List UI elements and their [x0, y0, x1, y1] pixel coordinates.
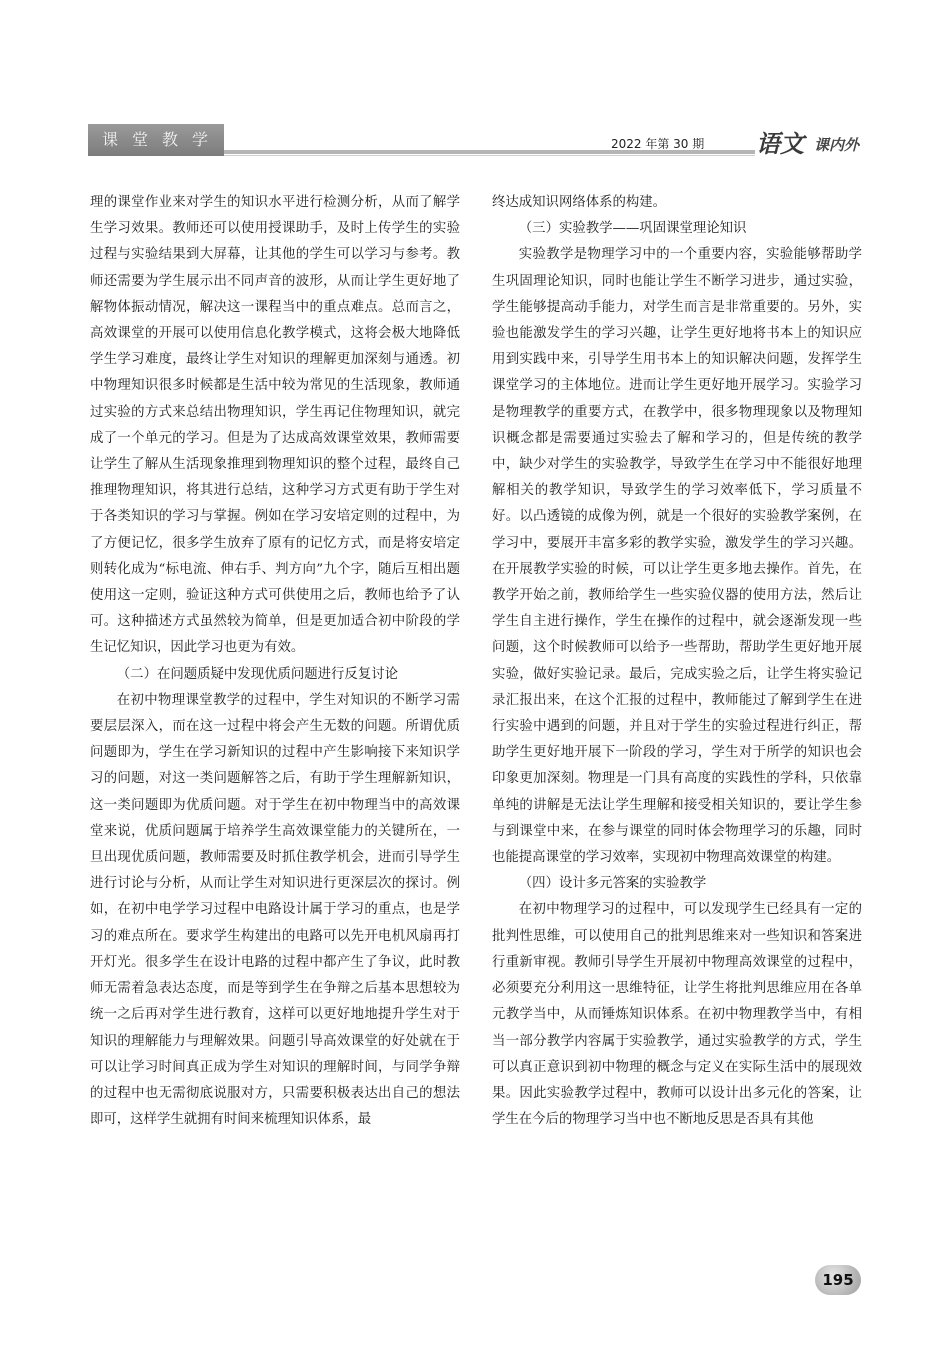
logo-sub: 课内外	[814, 136, 860, 154]
right-column	[492, 190, 862, 1133]
page-number: 195	[815, 1265, 861, 1295]
paragraph: 在初中物理课堂教学的过程中，学生对知识的不断学习需要层层深入，而在这一过程中将会产生无数的问题。所谓优质问题即为，学生在学习新知识的过程中产生影响接下来知识学习的问题，对这一类问题解答之后，有助于学生理解新知识，这一类问题即为优质问题。对于学生在初中物理当中的高效课堂来说，优质问题属于培养学生高效课堂能力的关键所在，一旦出现优质问题，教师需要及时抓住教学机会，进而引导学生进行讨论与分析，从而让学生对知识进行更深层次的探讨。例如，在初中电学学习过程中电路设计属于学习的重点，也是学习的难点所在。要求学生构建出的电路可以先开电机风扇再打开灯光。很多学生在设计电路的过程中都产生了争议，此时教师无需着急表达态度，而是等到学生在争辩之后基本思想较为统一之后再对学生进行教育，这样可以更好地地提升学生对于知识的理解能力与理解效果。问题引导高效课堂的好处就在于可以让学习时间真正成为学生对知识的理解时间，与同学争辩的过程中也无需彻底说服对方，只需要积极表达出自己的想法即可，这样学生就拥有时间来梳理知识体系，最	[90, 692, 460, 1128]
paragraph: 终达成知识网络体系的构建。	[492, 195, 667, 210]
paragraph: 理的课堂作业来对学生的知识水平进行检测分析，从而了解学生学习效果。教师还可以使用授课助手，及时上传学生的实验过程与实验结果到大屏幕，让其他的学生可以学习与参考。教师还需要为学生展示出不同声音的波形，从而让学生更好地了解物体振动情况，解决这一课程当中的重点难点。总而言之，高效课堂的开展可以使用信息化教学模式，这将会极大地降低学生学习难度，最终让学生对知识的理解更加深刻与通透。初中物理知识很多时候都是生活中较为常见的生活现象，教师通过实验的方式来总结出物理知识，学生再记住物理知识，就完成了一个单元的学习。但是为了达成高效课堂效果，教师需要让学生了解从生活现象推理到物理知识的整个过程，最终自己推理物理知识，将其进行总结，这种学习方式更有助于学生对于各类知识的学习与掌握。例如在学习安培定则的过程中，为了方便记忆，很多学生放弃了原有的记忆方式，而是将安培定则转化成为“标电流、伸右手、判方向”九个字，随后互相出题使用这一定则，验证这种方式可供使用之后，教师也给予了认可。这种描述方式虽然较为简单，但是更加适合初中阶段的学生记忆知识，因此学习也更为有效。	[90, 195, 460, 656]
paragraph: 实验教学是物理学习中的一个重要内容，实验能够帮助学生巩固理论知识，同时也能让学生不断学习进步，通过实验，学生能够提高动手能力，对学生而言是非常重要的。另外，实验也能激发学生的学习兴趣，让学生更好地将书本上的知识应用到实践中来，引导学生用书本上的知识解决问题，发挥学生课堂学习的主体地位。进而让学生更好地开展学习。实验学习是物理教学的重要方式，在教学中，很多物理现象以及物理知识概念都是需要通过实验去了解和学习的，但是传统的教学中，缺少对学生的实验教学，导致学生在学习中不能很好地理解相关的教学知识，导致学生的学习效率低下，学习质量不好。以凸透镜的成像为例，就是一个很好的实验教学案例，在学习中，要展开丰富多彩的教学实验，激发学生的学习兴趣。在开展教学实验的时候，可以让学生更多地去操作。首先，在教学开始之前，教师给学生一些实验仪器的使用方法，然后让学生自主进行操作，学生在操作的过程中，就会逐渐发现一些问题，这个时候教师可以给予一些帮助，帮助学生更好地开展实验，做好实验记录。最后，完成实验之后，让学生将实验记录汇报出来，在这个汇报的过程中，教师能过了解到学生在进行实验中遇到的问题，并且对于学生的实验过程进行纠正，帮助学生更好地开展下一阶段的学习，学生对于所学的知识也会印象更加深刻。物理是一门具有高度的实践性的学科，只依靠单纯的讲解是无法让学生理解和接受相关知识的，要让学生参与到课堂中来，在参与课堂的同时体会物理学习的乐趣，同时也能提高课堂的学习效率，实现初中物理高效课堂的构建。	[492, 247, 862, 866]
journal-logo	[756, 124, 866, 156]
header-rule-thin	[224, 155, 755, 156]
section-tab: 课堂教学	[88, 124, 224, 156]
logo-main: 语文	[756, 129, 804, 158]
page-header	[88, 124, 863, 160]
subheading: （二）在问题质疑中发现优质问题进行反复讨论	[116, 666, 398, 682]
subheading: （三）实验教学——巩固课堂理论知识	[518, 221, 747, 237]
issue-label: 2022 年第 30 期	[611, 137, 705, 151]
left-column	[90, 190, 460, 1133]
subheading: （四）设计多元答案的实验教学	[518, 876, 707, 892]
paragraph: 在初中物理学习的过程中，可以发现学生已经具有一定的批判性思维，可以使用自己的批判思维来对一些知识和答案进行重新审视。教师引导学生开展初中物理高效课堂的过程中，必须要充分利用这一思维特征，让学生将批判思维应用在各单元教学当中，从而锤炼知识体系。在初中物理教学当中，有相当一部分教学内容属于实验教学，通过实验教学的方式，学生可以真正意识到初中物理的概念与定义在实际生活中的展现效果。因此实验教学过程中，教师可以设计出多元化的答案，让学生在今后的物理学习当中也不断地反思是否具有其他	[492, 902, 862, 1128]
